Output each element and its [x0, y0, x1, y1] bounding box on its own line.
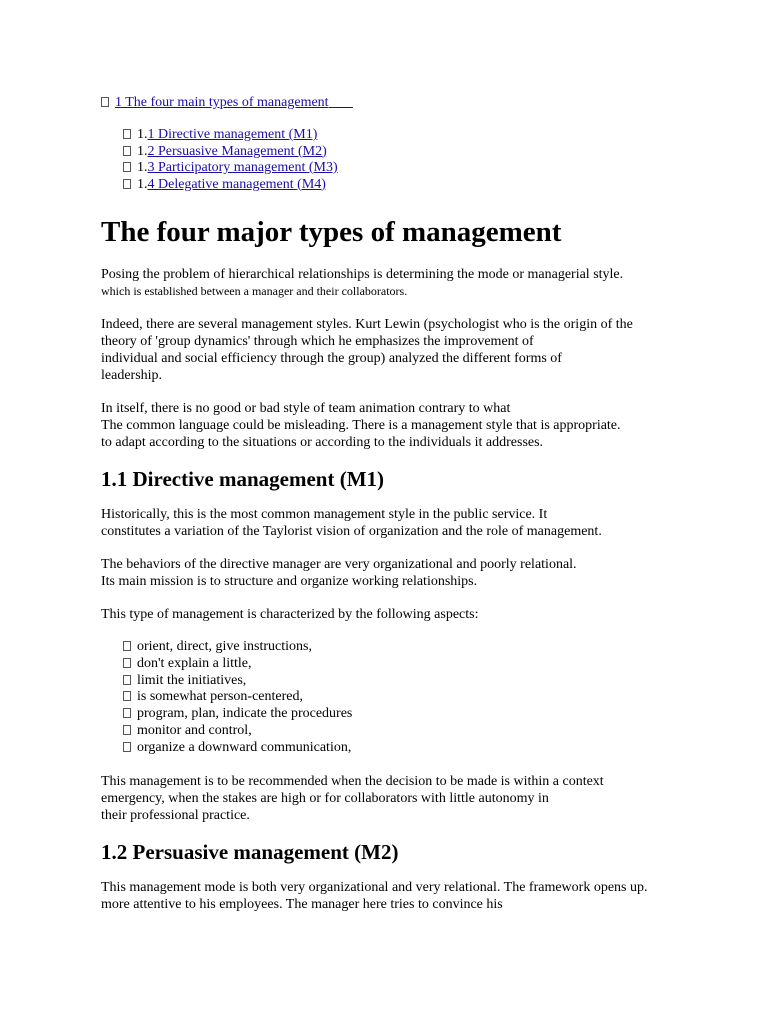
m1-paragraph-1: Historically, this is the most common management style in the public service. It constitutes a variation of the Taylorist vision of organization and the role of management.: [101, 507, 602, 539]
toc-item: 1.3 Participatory management (M3): [123, 160, 711, 177]
list-item: don't explain a little,: [123, 656, 711, 673]
m1-paragraph-4: This management is to be recommended when the decision to be made is within a context emergency, when the stakes are high or for collaborators with little autonomy in their professional practice.: [101, 773, 604, 823]
list-item: orient, direct, give instructions,: [123, 639, 711, 656]
toc-link-m2[interactable]: 2 Persuasive Management (M2): [147, 143, 327, 159]
toc-link-m4[interactable]: 4 Delegative management (M4): [147, 176, 326, 192]
list-item: monitor and control,: [123, 723, 711, 740]
toc-link-underline: [329, 94, 353, 108]
bullet-icon: [123, 146, 131, 156]
m1-paragraph-3: This type of management is characterized by the following aspects:: [101, 607, 479, 622]
bullet-icon: [123, 691, 131, 701]
bullet-icon: [123, 725, 131, 735]
list-item: limit the initiatives,: [123, 673, 711, 690]
toc-item: 1.1 Directive management (M1): [123, 127, 711, 144]
toc-link-m3[interactable]: 3 Participatory management (M3): [147, 160, 338, 175]
bullet-icon: [123, 675, 131, 685]
list-item: organize a downward communication,: [123, 740, 711, 757]
page-title: The four major types of management: [101, 216, 562, 248]
toc-item: 1.2 Persuasive Management (M2): [123, 144, 711, 161]
bullet-icon: [123, 179, 131, 189]
bullet-icon: [123, 641, 131, 651]
section-heading-m2: 1.2 Persuasive management (M2): [101, 839, 399, 864]
bullet-icon: [101, 97, 109, 107]
intro-paragraph-3: In itself, there is no good or bad style of team animation contrary to what The common language could be misleading. There is a management style that is appropriate. to adapt according to the situations or according to the individuals it addresses.: [101, 401, 621, 450]
bullet-icon: [123, 708, 131, 718]
m1-aspects-list: [123, 639, 711, 757]
section-heading-m1: 1.1 Directive management (M1): [101, 467, 385, 491]
intro-paragraph-2: Indeed, there are several management styles. Kurt Lewin (psychologist who is the origin of the theory of 'group dynamics' through which he emphasizes the improvement of individual and social efficiency through the group) analyzed the different forms of leadership.: [101, 317, 633, 383]
toc-item: 1.4 Delegative management (M4): [123, 177, 711, 194]
m2-paragraph-1: This management mode is both very organizational and very relational. The framework opens up. more attentive to his employees. The manager here tries to convince his: [101, 879, 648, 912]
bullet-icon: [123, 129, 131, 139]
toc-link-main[interactable]: 1 The four main types of management: [115, 95, 329, 110]
list-item: program, plan, indicate the procedures: [123, 706, 711, 723]
intro-paragraph-1: Posing the problem of hierarchical relationships is determining the mode or managerial style. which is established between a manager and their collaborators.: [101, 267, 624, 298]
bullet-icon: [123, 162, 131, 172]
bullet-icon: [123, 742, 131, 752]
list-item: is somewhat person-centered,: [123, 689, 711, 706]
m1-paragraph-2: The behaviors of the directive manager are very organizational and poorly relational. Its main mission is to structure and organize working relationships.: [101, 557, 577, 589]
bullet-icon: [123, 658, 131, 668]
document-page: [101, 94, 711, 929]
toc-sublist: [123, 127, 711, 193]
toc-top-entry: [101, 94, 711, 111]
toc-link-m1[interactable]: 1 Directive management (M1): [147, 127, 318, 142]
